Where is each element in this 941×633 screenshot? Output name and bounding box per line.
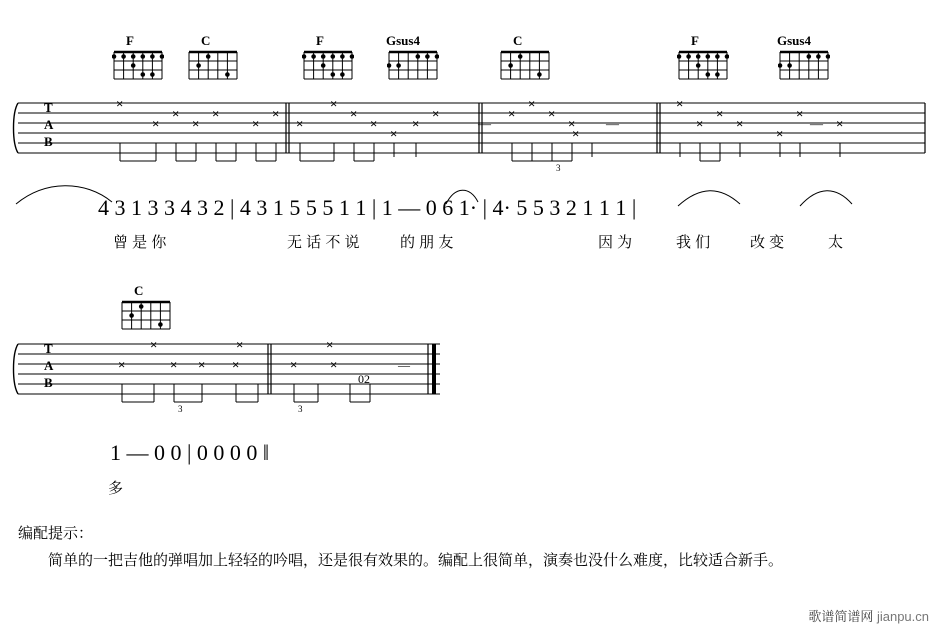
lyric-segment-2-1: 多: [108, 480, 124, 497]
svg-text:3: 3: [178, 404, 183, 414]
chord-name-f-2: F: [316, 33, 324, 48]
lyric-segment-1-1: 曾 是 你: [113, 234, 167, 251]
tab-label-b-1: B: [44, 134, 53, 149]
site-watermark: [808, 606, 929, 625]
chord-diagram-f-3: [677, 48, 729, 86]
svg-text:×: ×: [192, 116, 200, 131]
arrangement-notes-title: 编配提示：: [18, 525, 94, 542]
svg-text:×: ×: [572, 126, 580, 141]
lyric-segment-1-4: 因 为: [598, 234, 633, 251]
svg-text:×: ×: [150, 337, 158, 352]
svg-text:×: ×: [252, 116, 260, 131]
svg-text:×: ×: [170, 357, 178, 372]
svg-text:×: ×: [116, 96, 124, 111]
svg-text:—: —: [810, 116, 823, 131]
tab-staff-1: [0, 95, 941, 175]
tab-marker-02: 02: [358, 372, 370, 386]
lyric-segment-1-5: 我 们: [676, 234, 711, 251]
svg-text:×: ×: [118, 357, 126, 372]
svg-text:3: 3: [556, 163, 561, 173]
chord-diagram-c-2: [499, 48, 551, 86]
svg-text:×: ×: [290, 357, 298, 372]
svg-text:—: —: [478, 116, 491, 131]
svg-text:×: ×: [432, 106, 440, 121]
jianpu-row-2: 1 — 0 0 | 0 0 0 0 ‖: [110, 440, 270, 465]
lyric-segment-1-3: 的 朋 友: [400, 234, 454, 251]
watermark-cn: 歌谱简谱网: [808, 609, 874, 624]
chord-name-c-2: C: [513, 33, 523, 48]
svg-text:×: ×: [390, 126, 398, 141]
svg-text:×: ×: [696, 116, 704, 131]
svg-text:×: ×: [212, 106, 220, 121]
svg-text:×: ×: [528, 96, 536, 111]
tab-staff-2: [0, 336, 941, 416]
svg-text:×: ×: [326, 337, 334, 352]
svg-text:×: ×: [370, 116, 378, 131]
svg-text:×: ×: [296, 116, 304, 131]
svg-text:×: ×: [548, 106, 556, 121]
svg-text:×: ×: [776, 126, 784, 141]
tab-label-a-1: A: [44, 117, 54, 132]
svg-text:×: ×: [796, 106, 804, 121]
svg-text:×: ×: [412, 116, 420, 131]
chord-name-f-1: F: [126, 33, 134, 48]
svg-text:×: ×: [236, 337, 244, 352]
chord-name-f-3: F: [691, 33, 699, 48]
chord-diagram-gsus4-1: [387, 48, 439, 86]
svg-text:×: ×: [330, 357, 338, 372]
chord-diagram-f-2: [302, 48, 354, 86]
svg-text:×: ×: [736, 116, 744, 131]
svg-text:—: —: [398, 358, 410, 372]
svg-text:×: ×: [350, 106, 358, 121]
chord-name-gsus4-2: Gsus4: [777, 33, 811, 48]
arrangement-notes-body: 简单的一把吉他的弹唱加上轻轻的吟唱，还是很有效果的。编配上很简单，演奏也没什么难度，比较适合新手。: [48, 552, 784, 569]
svg-text:×: ×: [716, 106, 724, 121]
tab-label-a-2: A: [44, 358, 54, 373]
svg-text:×: ×: [152, 116, 160, 131]
svg-text:×: ×: [676, 96, 684, 111]
jianpu-row-1: 4 3 1 3 3 4 3 2 | 4 3 1 5 5 5 1 1 | 1 — 0 6 1· | 4· 5 5 3 2 1 1 1 |: [98, 195, 637, 220]
watermark-en: jianpu.cn: [876, 609, 929, 624]
svg-text:×: ×: [330, 96, 338, 111]
tab-label-b-2: B: [44, 375, 53, 390]
svg-text:×: ×: [172, 106, 180, 121]
svg-text:×: ×: [272, 106, 280, 121]
chord-diagram-f-1: [112, 48, 164, 86]
chord-diagram-c-1: [187, 48, 239, 86]
svg-text:×: ×: [198, 357, 206, 372]
lyric-segment-1-7: 太: [828, 234, 844, 251]
chord-name-c-3: C: [134, 283, 144, 298]
chord-diagram-c-3: [120, 298, 172, 336]
lyric-segment-1-2: 无 话 不 说: [287, 234, 360, 251]
chord-name-gsus4-1: Gsus4: [386, 33, 420, 48]
svg-text:×: ×: [836, 116, 844, 131]
svg-text:×: ×: [508, 106, 516, 121]
tab-label-t-2: T: [44, 341, 53, 356]
chord-diagram-gsus4-2: [778, 48, 830, 86]
svg-text:×: ×: [232, 357, 240, 372]
svg-text:3: 3: [298, 404, 303, 414]
svg-text:—: —: [606, 116, 619, 131]
tab-label-t-1: T: [44, 100, 53, 115]
lyric-segment-1-6: 改 变: [750, 234, 785, 251]
chord-name-c-1: C: [201, 33, 211, 48]
svg-text:×: ×: [568, 116, 576, 131]
